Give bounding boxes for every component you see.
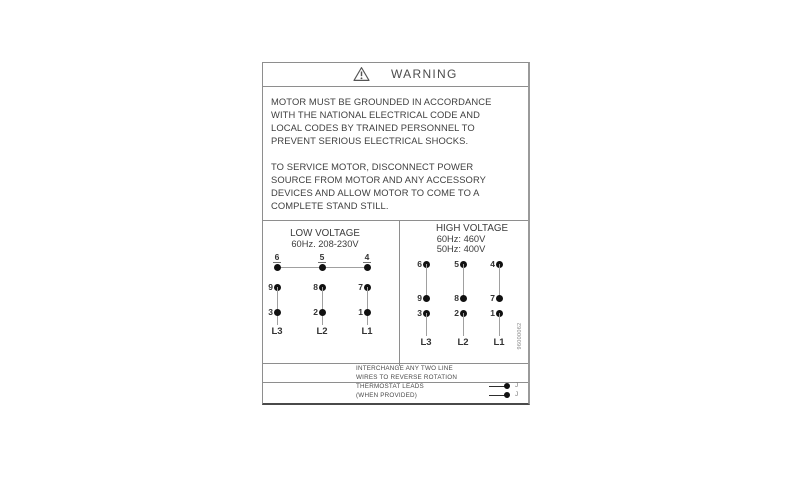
text-line: SOURCE FROM MOTOR AND ANY ACCESSORY <box>271 174 486 185</box>
wire-line <box>499 264 500 299</box>
text-line: DEVICES AND ALLOW MOTOR TO COME TO A <box>271 187 480 198</box>
text-line: WITH THE NATIONAL ELECTRICAL CODE AND <box>271 109 480 120</box>
line-label: L2 <box>457 337 469 348</box>
terminal-number: 9 <box>417 293 422 303</box>
high-voltage-title: HIGH VOLTAGE <box>435 223 509 234</box>
warning-triangle-icon <box>353 66 370 82</box>
wire-line <box>463 313 464 336</box>
terminal-dot <box>364 309 371 316</box>
thermostat-lead-dot <box>504 392 510 398</box>
line-label: L1 <box>493 337 505 348</box>
wire-line <box>322 287 323 325</box>
terminal-dot <box>319 309 326 316</box>
high-voltage-subtitle-60hz: 60Hz: 460V <box>436 234 486 244</box>
terminal-number: 2 <box>313 307 318 317</box>
part-number: 96000062 <box>517 322 523 350</box>
wire-line <box>426 313 427 336</box>
line-label: L2 <box>316 326 328 337</box>
terminal-tick <box>318 262 326 263</box>
terminal-dot <box>496 295 503 302</box>
thermostat-note-line2: (WHEN PROVIDED) <box>356 392 418 399</box>
terminal-number: 3 <box>417 308 422 318</box>
thermostat-note-line1: THERMOSTAT LEADS <box>356 383 424 390</box>
terminal-number: 7 <box>358 282 363 292</box>
wire-line <box>499 313 500 336</box>
line-label: L3 <box>420 337 432 348</box>
wire-line <box>367 287 368 325</box>
terminal-number: 7 <box>490 293 495 303</box>
warning-title: WARNING <box>391 67 458 81</box>
terminal-number: 2 <box>454 308 459 318</box>
thermostat-lead-dot <box>504 383 510 389</box>
low-voltage-title: LOW VOLTAGE <box>290 228 360 239</box>
warning-body-text <box>271 95 523 212</box>
motor-warning-label <box>262 62 530 405</box>
diagram-section-divider <box>263 220 528 221</box>
terminal-dot <box>460 295 467 302</box>
terminal-number: 5 <box>319 252 325 262</box>
rotation-note-line1: INTERCHANGE ANY TWO LINE <box>356 365 453 372</box>
terminal-number: 3 <box>268 307 273 317</box>
terminal-dot <box>364 264 371 271</box>
high-voltage-subtitle-50hz: 50Hz: 400V <box>436 244 486 254</box>
terminal-number: 6 <box>274 252 280 262</box>
thermostat-lead-tag: J <box>515 391 519 398</box>
wire-line <box>426 264 427 299</box>
wire-line <box>463 264 464 299</box>
header-divider <box>263 86 528 87</box>
terminal-number: 8 <box>313 282 318 292</box>
text-line: MOTOR MUST BE GROUNDED IN ACCORDANCE <box>271 96 492 107</box>
rotation-note-line2: WIRES TO REVERSE ROTATION <box>356 374 458 381</box>
text-line: PREVENT SERIOUS ELECTRICAL SHOCKS. <box>271 135 469 146</box>
low-voltage-subtitle: 60Hz. 208-230V <box>291 239 359 249</box>
text-line: LOCAL CODES BY TRAINED PERSONNEL TO <box>271 122 475 133</box>
terminal-tick <box>363 262 371 263</box>
line-label: L3 <box>271 326 283 337</box>
terminal-dot <box>274 264 281 271</box>
terminal-number: 9 <box>268 282 273 292</box>
notes-divider-top <box>263 363 528 364</box>
wire-line <box>277 287 278 325</box>
terminal-number: 5 <box>454 259 459 269</box>
line-label: L1 <box>361 326 373 337</box>
text-line: TO SERVICE MOTOR, DISCONNECT POWER <box>271 161 474 172</box>
thermostat-lead-tag: J <box>515 382 519 389</box>
terminal-number: 1 <box>490 308 495 318</box>
terminal-dot <box>423 295 430 302</box>
grounding-paragraph <box>271 95 523 147</box>
text-line: COMPLETE STAND STILL. <box>271 200 389 211</box>
terminal-number: 1 <box>358 307 363 317</box>
service-paragraph <box>271 160 523 212</box>
terminal-tick <box>273 262 281 263</box>
terminal-number: 4 <box>490 259 495 269</box>
terminal-number: 4 <box>364 252 370 262</box>
terminal-dot <box>274 309 281 316</box>
terminal-number: 8 <box>454 293 459 303</box>
terminal-dot <box>319 264 326 271</box>
terminal-number: 6 <box>417 259 422 269</box>
